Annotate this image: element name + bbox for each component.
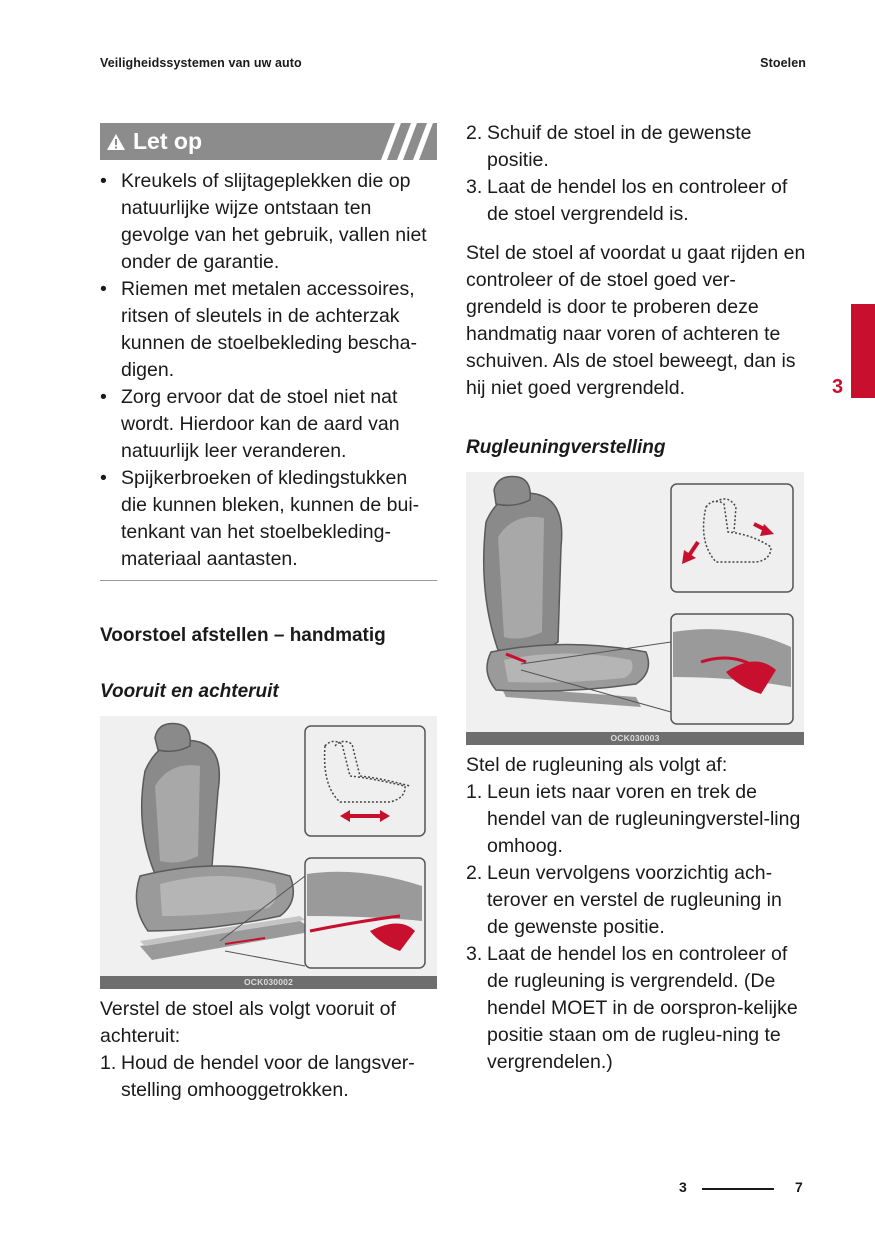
footer-chapter: 3 [679, 1179, 687, 1195]
step-text: Laat de hendel los en controleer of de stoel vergrendeld is. [487, 176, 788, 225]
step-item [466, 941, 804, 1076]
footer-rule [702, 1188, 774, 1190]
chapter-tab [851, 304, 875, 398]
step-text: Leun vervolgens voorzichtig ach-terover en verstel de rugleuning in de gewenste positie. [487, 862, 782, 938]
step-item [466, 174, 804, 228]
chapter-tab-number: 3 [832, 376, 844, 398]
caution-title: Let op [133, 128, 202, 154]
step-number: 3. [466, 943, 483, 965]
step-item [100, 1050, 437, 1104]
step-number: 3. [466, 176, 483, 198]
step-text: Houd de hendel voor de langsver-stelling omhooggetrokken. [121, 1052, 415, 1101]
step-number: 1. [466, 781, 483, 803]
caution-banner [100, 123, 437, 160]
step-text: Leun iets naar voren en trek de hendel van de rugleuningverstel-ling omhoog. [487, 781, 801, 857]
figure-code: OCK030002 [100, 976, 437, 989]
step-number: 1. [100, 1052, 117, 1074]
section-heading: Voorstoel afstellen – handmatig [100, 625, 386, 646]
figure-code: OCK030003 [466, 732, 804, 745]
caution-item: • Riemen met metalen accessoires, ritsen of sleutels in de achterzak kunnen de stoelbekleding bescha-digen. [100, 276, 437, 384]
running-header-left: Veiligheidssystemen van uw auto [100, 56, 302, 70]
backrest-recline-illustration [466, 472, 804, 732]
caution-list [100, 168, 437, 573]
divider [100, 580, 437, 581]
backrest-intro: Stel de rugleuning als volgt af: [466, 754, 728, 776]
caution-stripes [367, 123, 437, 160]
step-text: Schuif de stoel in de gewenste positie. [487, 122, 752, 171]
forward-intro: Verstel de stoel als volgt vooruit of achteruit: [100, 998, 396, 1047]
caution-item: • Zorg ervoor dat de stoel niet nat wordt. Hierdoor kan de aard van natuurlijk leer veranderen. [100, 384, 437, 465]
seat-slide-illustration [100, 716, 437, 976]
caution-item: • Kreukels of slijtageplekken die op natuurlijke wijze ontstaan ten gevolge van het gebruik, vallen niet onder de garantie. [100, 168, 437, 276]
subsection-heading-backrest: Rugleuningverstelling [466, 437, 666, 458]
page-number: 7 [795, 1179, 803, 1195]
step-number: 2. [466, 862, 483, 884]
forward-note: Stel de stoel af voordat u gaat rijden en controleer of de stoel goed ver-grendeld is door te proberen deze handmatig naar voren of achteren te schuiven. Als de stoel beweegt, dan is hij niet goed vergrendeld. [466, 242, 806, 399]
step-item [466, 779, 804, 860]
running-header-right: Stoelen [760, 56, 806, 70]
step-item [466, 860, 804, 941]
forward-steps-right [466, 120, 804, 228]
step-number: 2. [466, 122, 483, 144]
subsection-heading-forward: Vooruit en achteruit [100, 681, 279, 702]
step-text: Laat de hendel los en controleer of de rugleuning is vergrendeld. (De hendel MOET in de oorspron-kelijke positie staan om de rugleu-ning te vergrendelen.) [487, 943, 798, 1073]
warning-triangle-icon [106, 133, 126, 151]
step-item [466, 120, 804, 174]
caution-item: • Spijkerbroeken of kledingstukken die kunnen bleken, kunnen de bui-tenkant van het stoelbekleding-materiaal aantasten. [100, 465, 437, 573]
forward-steps-left [100, 1050, 437, 1104]
backrest-steps [466, 779, 804, 1076]
